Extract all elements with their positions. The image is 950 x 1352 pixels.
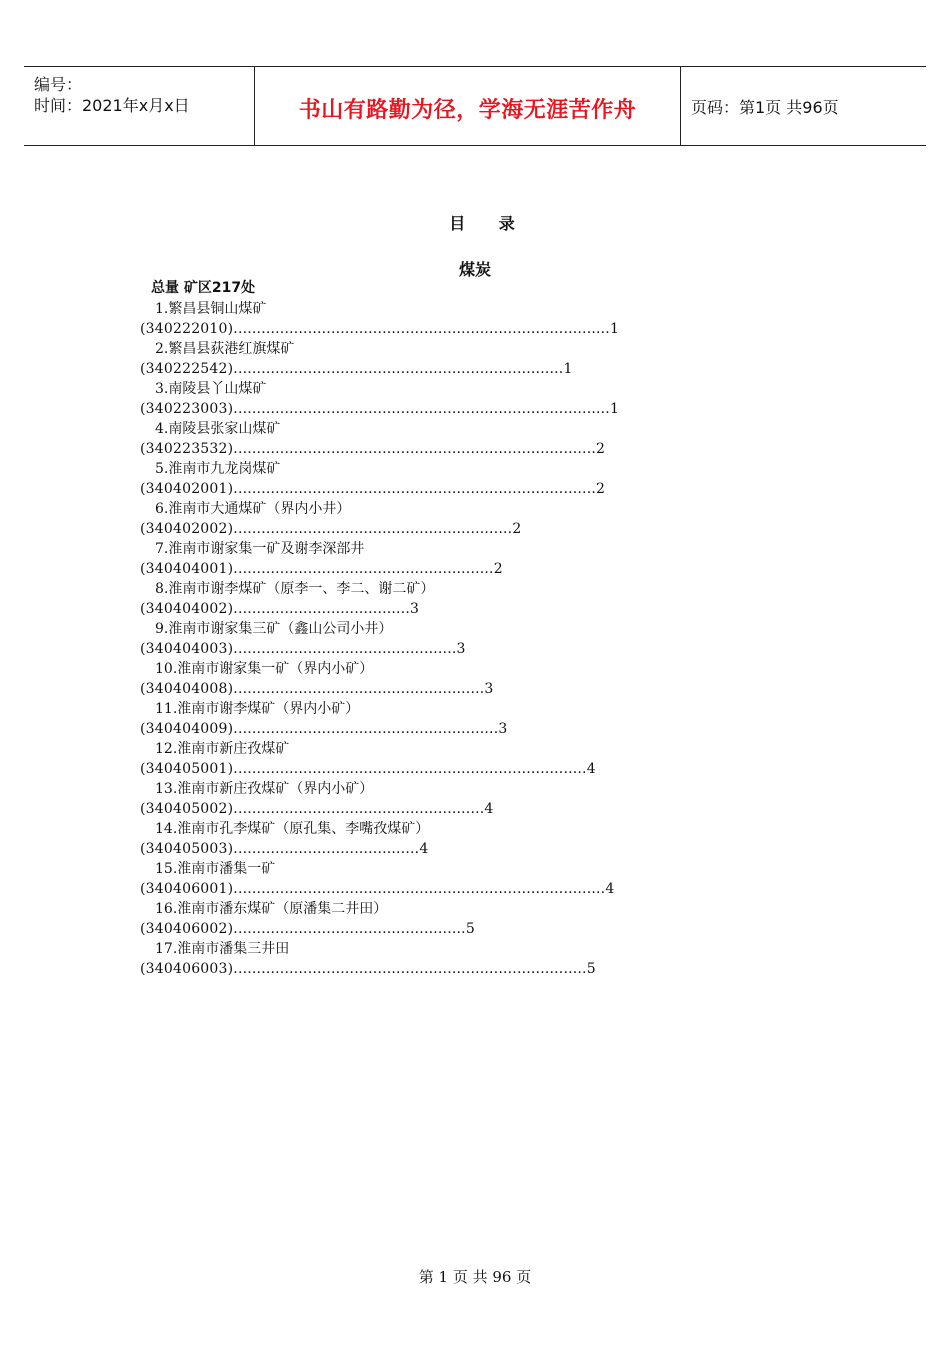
toc-entry[interactable] — [140, 579, 810, 619]
number-label: 编号： — [34, 75, 83, 94]
header-page-cell — [681, 67, 926, 145]
total-summary: 总量 矿区217处 — [151, 280, 256, 296]
toc-entry[interactable] — [140, 499, 810, 539]
toc-entry[interactable] — [140, 379, 810, 419]
toc-entry[interactable] — [140, 859, 810, 899]
toc-entry[interactable] — [140, 419, 810, 459]
toc-entry-code-line — [140, 679, 805, 699]
toc-entry-code-line — [140, 719, 805, 739]
toc-entry-code: (340223532) — [140, 441, 234, 457]
toc-entry-title: 4.南陵县张家山煤矿 — [155, 421, 281, 437]
toc-entry-page: 2 — [596, 441, 606, 457]
toc-leader-dots: ................................................ — [233, 641, 457, 657]
toc-entry-code-line — [140, 439, 805, 459]
toc-entry-page: 4 — [605, 881, 615, 897]
toc-entry-title: 6.淮南市大通煤矿（界内小井） — [155, 501, 351, 517]
motto: 书山有路勤为径，学海无涯苦作舟 — [298, 98, 637, 123]
toc-leader-dots: ....................................................................... — [233, 361, 564, 377]
toc-leader-dots: ............................................................................ — [233, 761, 587, 777]
toc-entry-code: (340405003) — [140, 841, 234, 857]
toc-entry-page: 1 — [563, 361, 573, 377]
toc-entry-code: (340222010) — [140, 321, 234, 337]
toc-entry-page: 2 — [512, 521, 522, 537]
toc-entry-code-line — [140, 959, 805, 979]
toc-entry-code-line — [140, 839, 805, 859]
toc-entry-page: 1 — [609, 401, 620, 417]
toc-entry-code: (340406001) — [140, 881, 234, 897]
toc-entry-page: 3 — [484, 681, 494, 697]
toc-entry-code-line — [140, 519, 805, 539]
toc-entry-title: 1.繁昌县铜山煤矿 — [155, 301, 267, 317]
toc-entry-page: 4 — [419, 841, 429, 857]
toc-entry[interactable] — [140, 299, 810, 339]
toc-leader-dots: ............................................................................ — [233, 961, 587, 977]
toc-leader-dots: ................................................................................. — [233, 321, 610, 337]
toc-entry[interactable] — [140, 699, 810, 739]
toc-entry-code: (340402002) — [140, 521, 234, 537]
toc-entry-code-line — [140, 639, 805, 659]
toc-entry[interactable] — [140, 339, 810, 379]
toc-entry-title: 2.繁昌县荻港红旗煤矿 — [155, 341, 295, 357]
toc-entry-title: 13.淮南市新庄孜煤矿（界内小矿） — [155, 781, 374, 797]
toc-entry-page: 3 — [410, 601, 420, 617]
toc-entry-page: 4 — [484, 801, 494, 817]
section-title: 煤炭 — [458, 260, 491, 279]
toc-entry-code: (340406002) — [140, 921, 234, 937]
toc-entry[interactable] — [140, 939, 810, 979]
toc-leader-dots: .............................................................................. — [233, 481, 597, 497]
toc-list — [140, 299, 810, 979]
toc-entry[interactable] — [140, 779, 810, 819]
toc-entry-code-line — [140, 319, 805, 339]
toc-entry-code-line — [140, 919, 805, 939]
toc-entry-page: 5 — [586, 961, 596, 977]
toc-entry-page: 3 — [498, 721, 508, 737]
toc-entry-code: (340404001) — [140, 561, 234, 577]
toc-entry[interactable] — [140, 899, 810, 939]
toc-entry-title: 3.南陵县丫山煤矿 — [155, 381, 267, 397]
toc-entry-title: 16.淮南市潘东煤矿（原潘集二井田） — [155, 901, 388, 917]
toc-entry[interactable] — [140, 739, 810, 779]
toc-entry-page: 5 — [465, 921, 475, 937]
toc-entry-code: (340404003) — [140, 641, 234, 657]
toc-leader-dots: .............................................................................. — [233, 441, 597, 457]
toc-entry-code-line — [140, 399, 805, 419]
toc-entry-code: (340222542) — [140, 361, 234, 377]
toc-entry-code: (340405001) — [140, 761, 234, 777]
toc-entry-code: (340404009) — [140, 721, 234, 737]
toc-entry-page: 1 — [609, 321, 620, 337]
toc-entry-title: 10.淮南市谢家集一矿（界内小矿） — [155, 661, 374, 677]
toc-entry-page: 2 — [493, 561, 503, 577]
toc-leader-dots: ...................................................... — [233, 801, 485, 817]
toc-entry-code: (340404008) — [140, 681, 234, 697]
toc-entry-code-line — [140, 799, 805, 819]
toc-entry-title: 15.淮南市潘集一矿 — [155, 861, 276, 877]
toc-entry-title: 14.淮南市孔李煤矿（原孔集、李嘴孜煤矿） — [155, 821, 430, 837]
toc-entry-code-line — [140, 599, 805, 619]
toc-entry-title: 5.淮南市九龙岗煤矿 — [155, 461, 281, 477]
toc-leader-dots: ...................................... — [233, 601, 411, 617]
toc-entry-title: 17.淮南市潘集三井田 — [155, 941, 290, 957]
toc-leader-dots: ...................................................... — [233, 681, 485, 697]
toc-entry-page: 2 — [596, 481, 606, 497]
toc-leader-dots: ................................................................................ — [233, 881, 606, 897]
toc-entry-code-line — [140, 359, 805, 379]
header-meta-cell — [24, 67, 255, 145]
toc-entry-code: (340406003) — [140, 961, 234, 977]
toc-leader-dots: ........................................................ — [233, 561, 494, 577]
toc-leader-dots: ........................................ — [233, 841, 420, 857]
toc-entry-code-line — [140, 479, 805, 499]
toc-entry[interactable] — [140, 819, 810, 859]
toc-leader-dots: ......................................................... — [233, 721, 499, 737]
header-motto-cell — [255, 67, 681, 145]
toc-leader-dots: ................................................................................. — [233, 401, 610, 417]
toc-entry-code-line — [140, 559, 805, 579]
page-footer: 第 1 页 共 96 页 — [418, 1268, 532, 1286]
toc-entry-code: (340223003) — [140, 401, 234, 417]
toc-entry-title: 8.淮南市谢李煤矿（原李一、李二、谢二矿） — [155, 581, 435, 597]
toc-entry-title: 9.淮南市谢家集三矿（鑫山公司小井） — [155, 621, 393, 637]
toc-entry-title: 12.淮南市新庄孜煤矿 — [155, 741, 290, 757]
document-header — [24, 66, 926, 146]
toc-entry-code: (340404002) — [140, 601, 234, 617]
page-title: 目 录 — [449, 214, 529, 233]
page-label: 页码：第1页 共96页 — [691, 98, 839, 117]
toc-entry-code-line — [140, 759, 805, 779]
toc-entry-page: 4 — [586, 761, 596, 777]
toc-entry[interactable] — [140, 619, 810, 659]
toc-entry-title: 7.淮南市谢家集一矿及谢李深部井 — [155, 541, 365, 557]
toc-entry[interactable] — [140, 539, 810, 579]
toc-entry-code-line — [140, 879, 805, 899]
toc-entry[interactable] — [140, 659, 810, 699]
toc-leader-dots: ............................................................ — [233, 521, 513, 537]
toc-leader-dots: .................................................. — [233, 921, 466, 937]
toc-entry[interactable] — [140, 459, 810, 499]
time-label: 时间：2021年x月x日 — [34, 96, 190, 115]
toc-entry-page: 3 — [456, 641, 466, 657]
toc-entry-code: (340405002) — [140, 801, 234, 817]
toc-entry-title: 11.淮南市谢李煤矿（界内小矿） — [155, 701, 360, 717]
toc-entry-code: (340402001) — [140, 481, 234, 497]
